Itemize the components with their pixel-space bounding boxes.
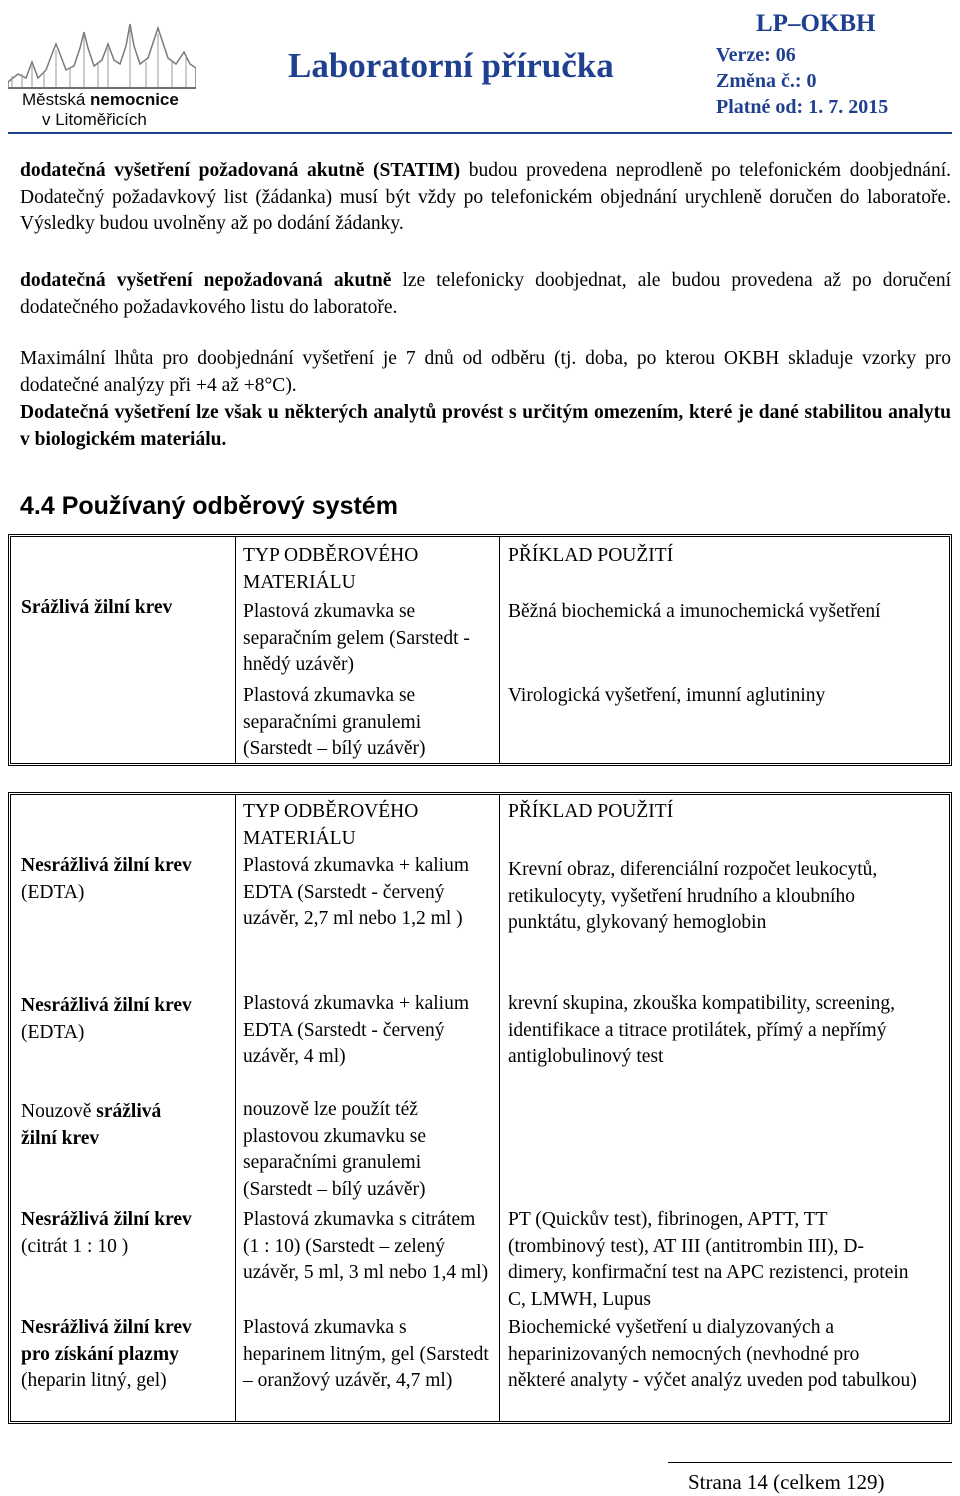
document-code: LP–OKBH [756, 10, 876, 37]
table2-material-4: Plastová zkumavka s citrátem (1 : 10) (Sarstedt – zelený uzávěr, 5 ml, 3 ml nebo 1,4 ml) [243, 1209, 489, 1283]
table2-material-3: nouzově lze použít též plastovou zkumavku se separačními granulemi (Sarstedt – bílý uzávěr) [243, 1099, 427, 1200]
table2-material-2: Plastová zkumavka + kalium EDTA (Sarstedt - červený uzávěr, 4 ml) [243, 993, 469, 1067]
footer-divider [668, 1462, 952, 1463]
table2-left-emergency: Nouzově srážlivá žilní krev [21, 1101, 162, 1149]
page-number: Strana 14 (celkem 129) [688, 1470, 885, 1494]
table1-header-material: TYP ODBĚROVÉHO MATERIÁLU [243, 545, 419, 593]
table2-usage-5: Biochemické vyšetření u dialyzovaných a heparinizovaných nemocných (nevhodné pro některé analyty - výčet analýz uveden pod tabulkou) [508, 1317, 917, 1391]
table1-row2-usage: Virologická vyšetření, imunní aglutininy [508, 685, 826, 706]
paragraph-stability-note: Dodatečná vyšetření lze však u některých analytů provést s určitým omezením, které je dané stabilitou analytu v biologickém materiálu. [20, 402, 951, 450]
logo-line-2: v Litoměřicích [42, 110, 147, 129]
table1-row1-material: Plastová zkumavka se separačním gelem (Sarstedt - hnědý uzávěr) [243, 601, 470, 675]
document-meta [716, 6, 888, 120]
paragraph-non-acute: dodatečná vyšetření nepožadovaná akutně lze telefonicky doobjednat, ale budou provedena až po doručení dodatečného požadavkového listu do laboratoře. [20, 270, 951, 318]
table2-usage-2: krevní skupina, zkouška kompatibility, screening, identifikace a titrace protilátek, přímý a nepřímý antiglobulinový test [508, 993, 896, 1067]
table-non-coagulable-blood [8, 792, 952, 1424]
table2-material-5: Plastová zkumavka s heparinem litným, gel (Sarstedt – oranžový uzávěr, 4,7 ml) [243, 1317, 489, 1391]
table2-left-edta-1: Nesrážlivá žilní krev (EDTA) [21, 855, 192, 903]
paragraph-max-period: Maximální lhůta pro doobjednání vyšetření je 7 dnů od odběru (tj. doba, po kterou OKBH skladuje vzorky pro dodatečné analýzy při +4 až +8°C). [20, 348, 951, 396]
table2-usage-1: Krevní obraz, diferenciální rozpočet leukocytů, retikulocyty, vyšetření hrudního a kloubního punktátu, glykovaný hemoglobin [508, 859, 878, 933]
table-coagulable-blood [8, 534, 952, 766]
document-version: Verze: 06 [716, 44, 796, 66]
table1-row1-usage: Běžná biochemická a imunochemická vyšetření [508, 601, 881, 622]
table1-row2-material: Plastová zkumavka se separačními granulemi (Sarstedt – bílý uzávěr) [243, 685, 426, 759]
hospital-logo [8, 4, 196, 128]
page-header [0, 0, 960, 132]
paragraph-statim: dodatečná vyšetření požadovaná akutně (STATIM) budou provedena neprodleně po telefonickém doobjednání. Dodatečný požadavkový list (žádanka) musí být vždy po telefonickém objednání urychleně doručen do laboratoře. Výsledky budou uvolněny až po dodání žádanky. [20, 160, 951, 234]
table2-left-citrate: Nesrážlivá žilní krev (citrát 1 : 10 ) [21, 1209, 192, 1257]
document-change: Změna č.: 0 [716, 70, 817, 92]
document-title: Laboratorní příručka [288, 46, 614, 85]
header-divider [8, 132, 952, 134]
table2-left-edta-2: Nesrážlivá žilní krev (EDTA) [21, 995, 192, 1043]
section-heading: 4.4 Používaný odběrový systém [20, 492, 398, 520]
table2-usage-4: PT (Quickův test), fibrinogen, APTT, TT (trombinový test), AT III (antitrombin III), D-dimery, konfirmační test na APC rezistenci, protein C, LMWH, Lupus [508, 1209, 909, 1310]
table1-left-label: Srážlivá žilní krev [21, 597, 173, 618]
table2-header-usage: PŘÍKLAD POUŽITÍ [508, 801, 674, 822]
table1-header-usage: PŘÍKLAD POUŽITÍ [508, 545, 674, 566]
table2-left-plasma: Nesrážlivá žilní krev pro získání plazmy (heparin litný, gel) [21, 1317, 192, 1391]
document-valid-from: Platné od: 1. 7. 2015 [716, 96, 889, 118]
table2-header-material: TYP ODBĚROVÉHO MATERIÁLU [243, 801, 419, 849]
table2-material-1: Plastová zkumavka + kalium EDTA (Sarstedt - červený uzávěr, 2,7 ml nebo 1,2 ml ) [243, 855, 469, 929]
logo-line-1: Městská nemocnice [22, 90, 179, 109]
